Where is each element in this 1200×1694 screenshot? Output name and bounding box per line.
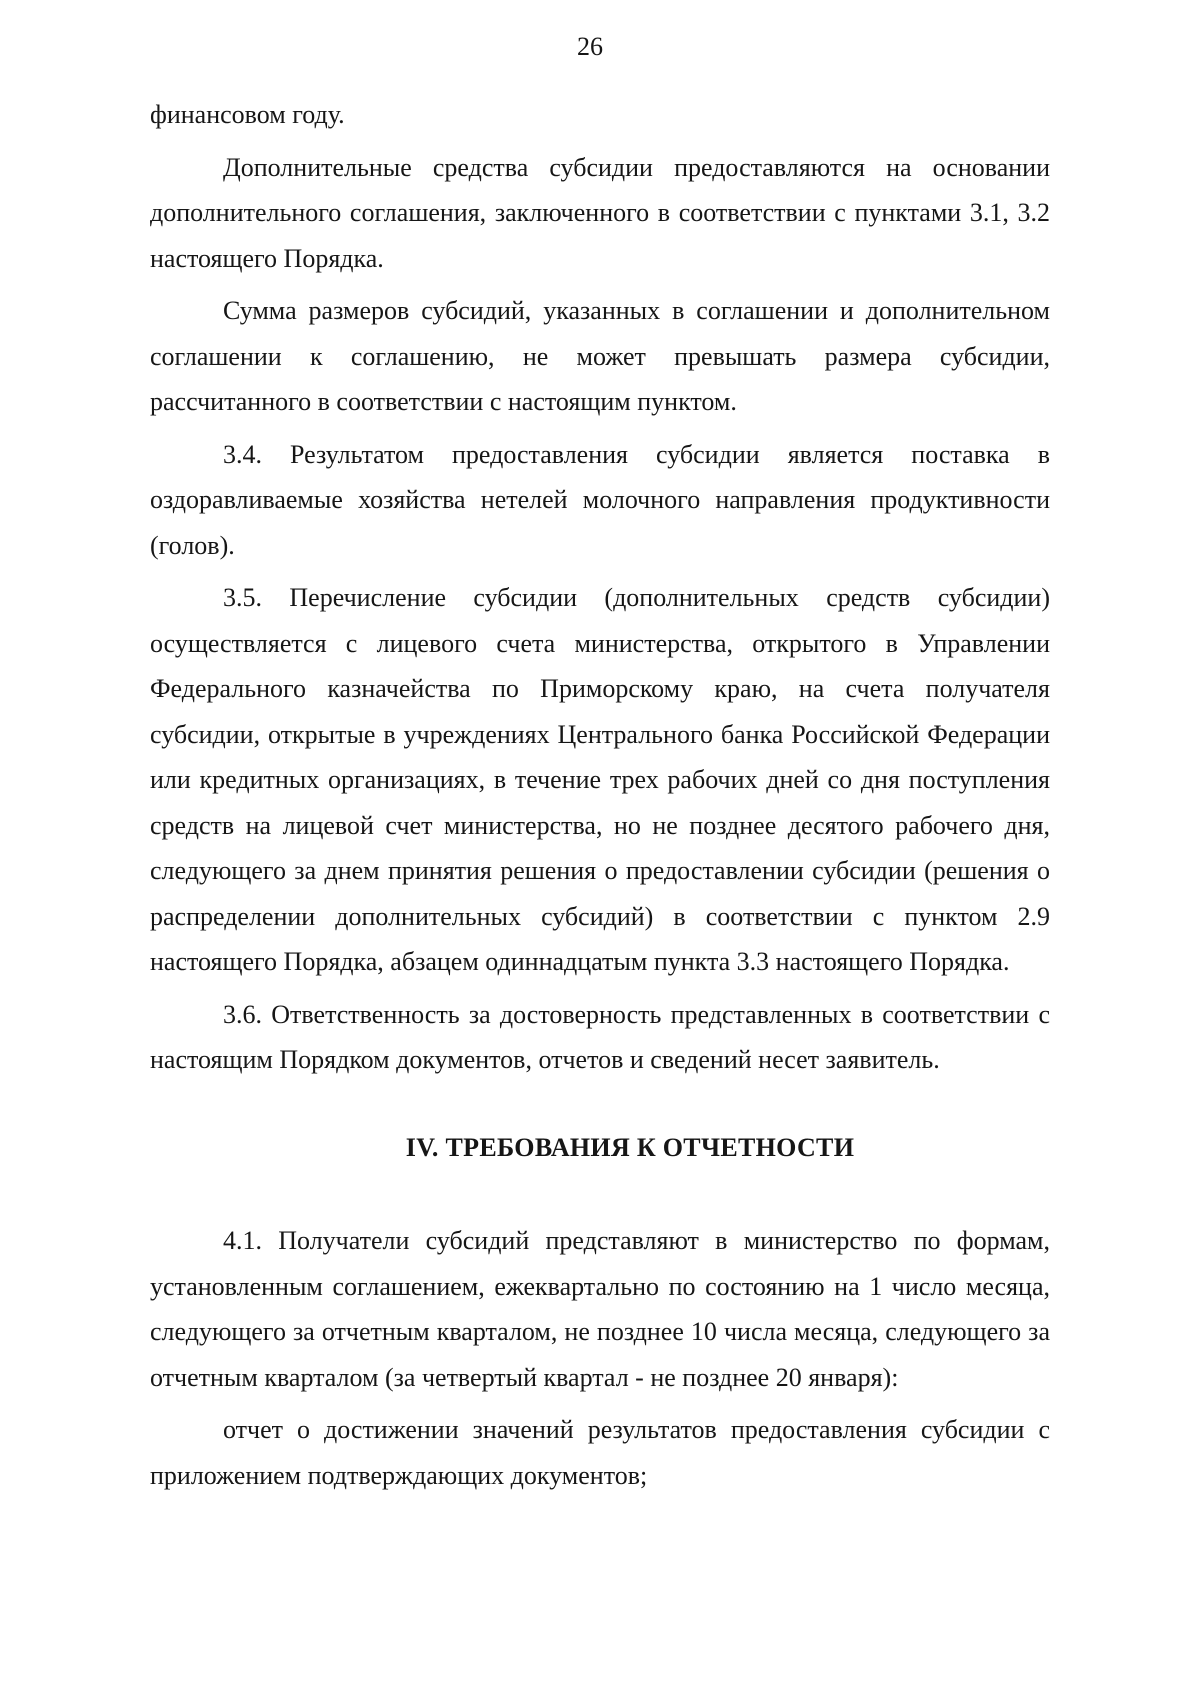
paragraph-4-1: 4.1. Получатели субсидий представляют в министерство по формам, установленным соглашением, ежеквартально по состоянию на 1 число месяца, следующего за отчетным кварталом, не позднее 10 числа месяца, следующего за отчетным кварталом (за четвертый квартал - не позднее 20 января):: [150, 1226, 1050, 1392]
section-heading: IV. ТРЕБОВАНИЯ К ОТЧЕТНОСТИ: [405, 1132, 855, 1162]
paragraph-report: отчет о достижении значений результатов предоставления субсидии с приложением подтверждающих документов;: [150, 1415, 1050, 1490]
paragraph-additional-funds: Дополнительные средства субсидии предоставляются на основании дополнительного соглашения, заключенного в соответствии с пунктами 3.1, 3.2 настоящего Порядка.: [150, 152, 1050, 273]
paragraph-3-6: 3.6. Ответственность за достоверность представленных в соответствии с настоящим Порядком документов, отчетов и сведений несет заявитель.: [150, 999, 1050, 1074]
paragraph-3-4: 3.4. Результатом предоставления субсидии является поставка в оздоравливаемые хозяйства нетелей молочного направления продуктивности (голов).: [150, 439, 1050, 560]
paragraph-3-5: 3.5. Перечисление субсидии (дополнительных средств субсидии) осуществляется с лицевого счета министерства, открытого в Управлении Федерального казначейства по Приморскому краю, на счета получателя субсидии, открытые в учреждениях Центрального банка Российской Федерации или кредитных организациях, в течение трех рабочих дней со дня поступления средств на лицевой счет министерства, но не позднее десятого рабочего дня, следующего за днем принятия решения о предоставлении субсидии (решения о распределении дополнительных субсидий) в соответствии с пунктом 2.9 настоящего Порядка, абзацем одиннадцатым пункта 3.3 настоящего Порядка.: [150, 583, 1050, 976]
page-number: 26: [577, 32, 603, 61]
paragraph-continuation: финансовом году.: [150, 100, 345, 129]
paragraph-subsidy-sum: Сумма размеров субсидий, указанных в соглашении и дополнительном соглашении к соглашению, не может превышать размера субсидии, рассчитанного в соответствии с настоящим пунктом.: [150, 296, 1050, 416]
document-body: [150, 92, 1050, 1505]
